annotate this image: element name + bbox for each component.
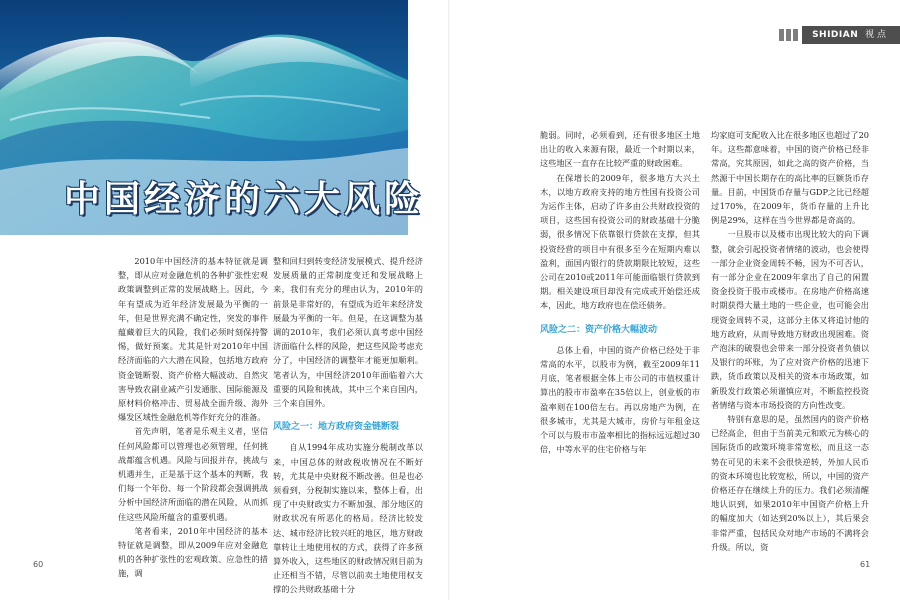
- section-tag: [779, 26, 900, 44]
- page-number-right: 61: [860, 560, 871, 569]
- left-column-1: [118, 254, 268, 581]
- paragraph: 总体上看，中国的资产价格已经处于非常高的水平，以股市为例，截至2009年11月底，笔者根据全体上市公司的市值权重计算出的股市市盈率在35倍以上，创业板的市盈率则在100倍左右。再以房地产为例，在很多城市，尤其是大城市，房价与年租金这个可以与股市市盈率相比的指标远远超过30倍，中等水平的住宅价格与年: [540, 344, 700, 455]
- paragraph: 自从1994年成功实施分税制改革以来，中国总体的财政税收情况在不断好转，尤其是中央财税不断改善。但是也必须看到，分税制实施以来，整体上看，出现了中央财政实力不断加强、部分地区的财政状况有所恶化的格局。经济比较发达、城市经济比较兴旺的地区，地方财政靠转让土地使用权的方式，获得了许多预算外收入，这些地区的财政情况则目前为止还相当不错，尽管以前卖土地使用权支撑的公共财政基础十分: [273, 442, 423, 595]
- paragraph: 笔者看来，2010年中国经济的基本特征就是调整，即从2009年应对金融危机的各种扩张性的宏观政策、应急性的措施，调: [118, 525, 268, 579]
- paragraph: 2010年中国经济的基本特征就是调整，即从应对金融危机的各种扩张性宏观政策调整到正常的发展战略上。因此，今年有望成为近年经济发展最为平衡的一年，但是世界充满不确定性，突发的事件蕴藏着巨大的风险，我们必须时刻保持警惕，做好预案。尤其是针对2010年中国经济面临的六大潜在风险，包括地方政府资金链断裂、资产价格大幅波动、自然灾害导致农副业减产引发通胀、国际能源及原材料价格冲击、贸易战全面升级、海外爆发区域性金融危机等作好充分的准备。: [118, 256, 268, 423]
- paragraph: 一旦股市以及楼市出现比较大的向下调整，就会引起投资者情绪的波动，也会使得一部分企业资金周转不畅，因为不可否认，有一部分企业在2009年拿出了自己的闲置资金投资于股市或楼市。在房地产价格高速时期获得大量土地的一些企业，也可能会出现资金周转不灵，这部分主体又将追讨他的地方政府，从而导致地方财政出现困难。资产泡沫的破裂也会带来一部分投资者负债以及银行的坏账，为了应对资产价格的迅速下跌，货币政策以及相关的资本市场政策，如新股发行政策必须谨慎应对，不断监控投资者情绪与资本市场投资的方向性改变。: [711, 229, 869, 410]
- article-title: 中国经济的六大风险: [64, 178, 425, 220]
- left-column-2: [273, 254, 423, 597]
- paragraph: 首先声明，笔者是乐观主义者，坚信任何风险都可以管理也必须管理，任何挑战都蕴含机遇。风险与回报并存，挑战与机遇并生，正是基于这个基本的判断，我们每一个年份、每一个阶段都会强调挑战分析中国经济所面临的潜在风险，从而抓住这些风险所蕴含的重要机遇。: [118, 426, 268, 522]
- paragraph: 特别有意思的是，虽然国内的资产价格已经高企，但由于当前美元和欧元为核心的国际货币的政策环境非常宽松，而且这一态势在可见的未来不会很快逆转，外加人民币的资本环境也比较宽松，所以，中国的资产价格还存在继续上升的压力。我们必须清醒地认识到，如果2010年中国资产价格上升的幅度加大（如达到20%以上），其后果会非常严重，包括民众对地产市场的不满将会升级。所以，资: [711, 414, 869, 552]
- paragraph: 整和回归到转变经济发展模式、提升经济发展质量的正常制度变迁和发展战略上来，我们有充分的理由认为，2010年的前景是非常好的，有望成为近年来经济发展最为平衡的一年。但是，在这调整为基调的2010年，我们必须认真考虑中国经济面临什么样的风险，把这些风险考虑充分了，中国经济的调整年才能更加顺利。笔者认为，中国经济2010年面临着六大重要的风险和挑战，其中三个来自国内，三个来自国外。: [273, 256, 423, 409]
- paragraph: 均家庭可支配收入比在很多地区也超过了20年。这些都意味着，中国的资产价格已经非常高，究其原因，如此之高的资产价格，当然源于中国长期存在的高比率的巨额货币存量。目前，中国货币存量与GDP之比已经超过170%，在2009年，货币存量的上升比例是29%，这样在当今世界都是奇高的。: [711, 130, 869, 226]
- tag-bars-icon: [779, 29, 798, 41]
- tag-label-en: SHIDIAN: [812, 30, 859, 40]
- right-column-2: [711, 128, 869, 554]
- paragraph: 在保增长的2009年，很多地方大兴土木，以地方政府支持的地方性国有投资公司为运作主体，启动了许多由公共财政投资的项目，这些国有投资公司的财政基础十分脆弱，很多情况下依靠银行贷款在支撑，但其投资经营的项目中有很多至今在短期内难以盈利，面国内银行的贷款期限比较短，这些公司在2010或2011年可能面临银行贷款到期。相关建设项目却没有完成或开始偿还成本，因此，地方政府也在偿还债务。: [540, 172, 700, 311]
- title-block: [64, 165, 425, 221]
- page-number-left: 60: [33, 560, 44, 569]
- tag-label-cn: 视 点: [865, 30, 886, 40]
- tag-label: [802, 26, 900, 44]
- paragraph: 脆弱。同时，必须看到，还有很多地区土地出让的收入来源有限，最近一个时期以来，这些地区一直存在比较严重的财政困难。: [540, 130, 700, 169]
- section-heading-risk-1: 风险之一：地方政府资金链断裂: [273, 422, 400, 433]
- section-heading-risk-2: 风险之二：资产价格大幅波动: [540, 324, 658, 335]
- right-column-1: [540, 128, 700, 456]
